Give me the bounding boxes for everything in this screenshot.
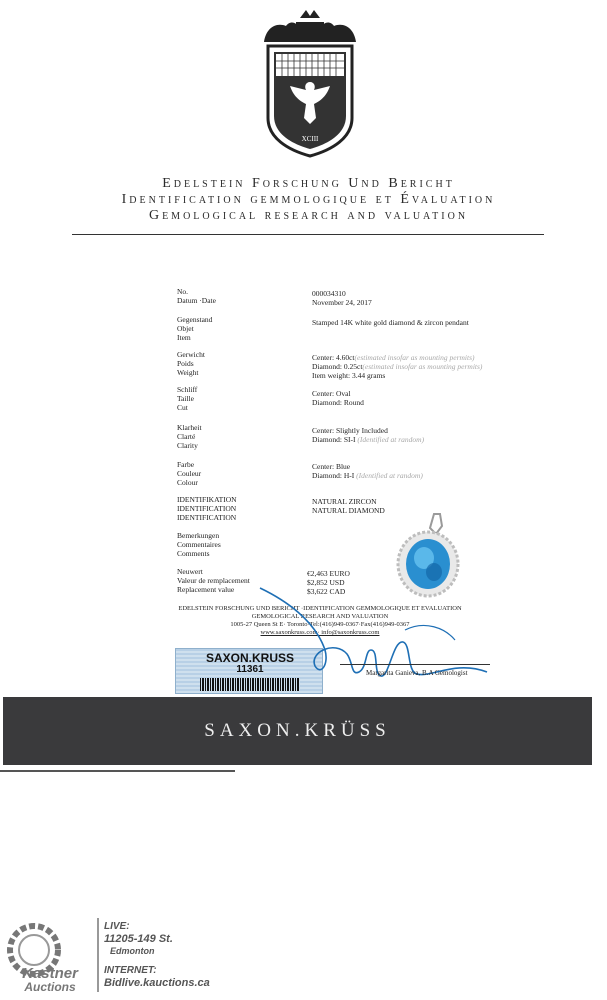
footer-address: 1005-27 Queen St E· Toronto·Tel:(416)949-0367·Fax(416)949-0367 (230, 621, 410, 628)
heading-divider (72, 234, 544, 235)
label-clarity-de: Klarheit (177, 423, 202, 432)
label-ident-fr: IDENTIFICATION (177, 504, 237, 513)
item-description: Stamped 14K white gold diamond & zircon pendant (312, 318, 469, 327)
crown-icon (300, 10, 320, 18)
seal-number: 11361 (236, 664, 264, 675)
heading-german: Edelstein Forschung Und Bericht (162, 176, 455, 191)
clarity-diamond: Diamond: SI-I (Identified at random) (312, 435, 425, 444)
label-cut-fr: Taille (177, 394, 194, 403)
address-line2: Edmonton (110, 946, 155, 956)
signature-line (340, 664, 490, 665)
address-line1: 11205-149 St. (104, 933, 173, 945)
ident-zircon: NATURAL ZIRCON (312, 497, 377, 506)
color-center: Center: Blue (312, 462, 351, 471)
label-comments-en: Comments (177, 549, 210, 558)
label-ident-en: IDENTIFICATION (177, 513, 237, 522)
weight-diamond: Diamond: 0.25ct(estimated insofar as mounting permits) (312, 362, 483, 371)
value-euro: €2,463 EURO (307, 569, 350, 578)
value-usd: $2,852 USD (307, 578, 345, 587)
heading-french: Identification gemmologique et Évaluation (121, 192, 496, 207)
label-value-fr: Valeur de remplacement (177, 576, 250, 585)
report-date: November 24, 2017 (312, 298, 372, 307)
footer-line-1: EDELSTEIN FORSCHUNG UND BERICHT ·IDENTIFICATION GEMMOLOGIQUE ET EVALUATION (178, 605, 462, 612)
ident-diamond: NATURAL DIAMOND (312, 506, 385, 515)
label-weight-fr: Poids (177, 359, 194, 368)
seal-title: SAXON.KRUSS (205, 651, 294, 665)
footer-line-2: GEMOLOGICAL RESEARCH AND VALUATION (251, 613, 389, 620)
signatory-name: Margarita Ganieva, B.A Gemologist (366, 669, 468, 677)
internet-label: INTERNET: (104, 965, 157, 976)
cut-diamond: Diamond: Round (312, 398, 364, 407)
label-cut-de: Schliff (177, 385, 198, 394)
label-item-en: Item (177, 333, 191, 342)
watermark-divider (97, 918, 99, 992)
label-item-de: Gegenstand (177, 315, 213, 324)
label-weight-de: Gerwicht (177, 350, 205, 359)
label-color-en: Colour (177, 478, 198, 487)
footer-website: www.saxonkruss.com· info@saxonkruss.com (260, 629, 380, 636)
auction-website: Bidlive.kauctions.ca (104, 977, 210, 989)
label-value-en: Replacement value (177, 585, 235, 594)
label-weight-en: Weight (177, 368, 199, 377)
crest-numeral: XCIII (301, 135, 319, 143)
value-cad: $3,622 CAD (307, 587, 346, 596)
live-label: LIVE: (104, 921, 130, 932)
label-ident-de: IDENTIFIKATION (177, 495, 237, 504)
logo-word-bottom: Auctions (24, 980, 76, 994)
label-color-de: Farbe (177, 460, 195, 469)
label-value-de: Neuwert (177, 567, 203, 576)
color-diamond: Diamond: H-I (Identified at random) (312, 471, 423, 480)
lower-divider (0, 770, 235, 772)
report-number: 000034310 (312, 289, 346, 298)
label-comments-de: Bemerkungen (177, 531, 220, 540)
label-number: No. (177, 287, 189, 296)
weight-center: Center: 4.60ct(estimated insofar as mounting permits) (312, 353, 475, 362)
label-color-fr: Couleur (177, 469, 202, 478)
logo-word-top: Kastner (22, 965, 78, 982)
banner-brand: SAXON.KRÜSS (204, 720, 391, 741)
heading-english: Gemological research and valuation (148, 208, 469, 223)
cut-center: Center: Oval (312, 389, 351, 398)
label-clarity-en: Clarity (177, 441, 198, 450)
label-date: Datum ·Date (177, 296, 216, 305)
crest-emblem (262, 8, 358, 158)
weight-item: Item weight: 3.44 grams (312, 371, 386, 380)
label-clarity-fr: Clarté (177, 432, 196, 441)
label-cut-en: Cut (177, 403, 188, 412)
auction-logo (4, 918, 96, 994)
label-item-fr: Objet (177, 324, 194, 333)
label-comments-fr: Commentaires (177, 540, 221, 549)
clarity-center: Center: Slightly Included (312, 426, 388, 435)
